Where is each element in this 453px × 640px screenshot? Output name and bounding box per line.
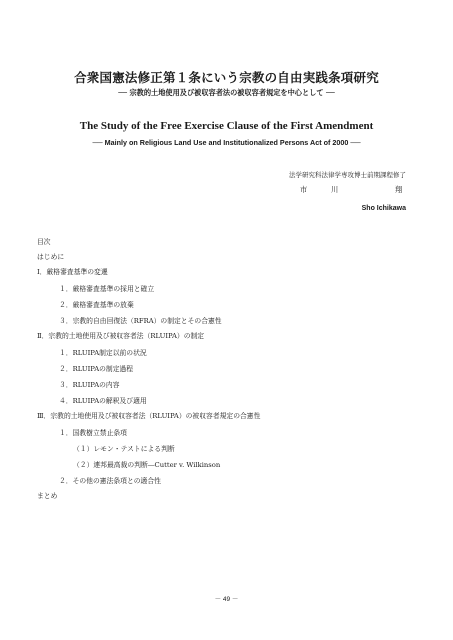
toc-section: Ⅰ．厳格審査基準の変遷 <box>37 268 108 276</box>
title-japanese: 合衆国憲法修正第１条にいう宗教の自由実践条項研究 <box>74 70 379 85</box>
author-name-english: Sho Ichikawa <box>361 205 406 212</box>
toc-item: ２．厳格審査基準の放棄 <box>59 301 134 309</box>
author-name-given: 翔 <box>395 185 403 194</box>
subtitle-japanese: ── 宗教的土地使用及び被収容者法の被収容者規定を中心として ── <box>118 88 335 97</box>
toc-section: Ⅲ．宗教的土地使用及び被収容者法（RLUIPA）の被収容者規定の合憲性 <box>37 412 261 420</box>
toc-item: まとめ <box>37 492 58 500</box>
toc-section: Ⅱ．宗教的土地使用及び被収容者法（RLUIPA）の制定 <box>37 332 205 340</box>
toc-item: ３．宗教的自由回復法（RFRA）の制定とその合憲性 <box>59 317 222 325</box>
toc-item: ４．RLUIPAの解釈及び適用 <box>59 397 147 405</box>
toc-item: ２．その他の憲法条項との適合性 <box>59 477 161 485</box>
toc-heading: 目次 <box>37 238 51 246</box>
toc-item: １．厳格審査基準の採用と確立 <box>59 285 155 293</box>
title-english: The Study of the Free Exercise Clause of the First Amendment <box>79 120 374 132</box>
toc-item: ３．RLUIPAの内容 <box>59 381 120 389</box>
author-affiliation: 法学研究科法律学専攻博士前期課程修了 <box>289 171 406 179</box>
toc-item: はじめに <box>37 253 65 261</box>
author-name-mid: 川 <box>331 185 339 194</box>
toc-subitem: （１）レモン・テストによる判断 <box>73 445 175 453</box>
page-number: － 49 － <box>214 596 239 603</box>
toc-item: １．RLUIPA制定以前の状況 <box>59 349 147 357</box>
subtitle-english: ── Mainly on Religious Land Use and Institutionalized Persons Act of 2000 ── <box>92 138 361 147</box>
toc-item: ２．RLUIPAの制定過程 <box>59 365 134 373</box>
toc-subitem: （２）連邦最高裁の判断―Cutter v. Wilkinson <box>73 461 221 469</box>
author-name-family: 市 <box>300 185 308 194</box>
toc-item: １．国教樹立禁止条項 <box>59 429 127 437</box>
